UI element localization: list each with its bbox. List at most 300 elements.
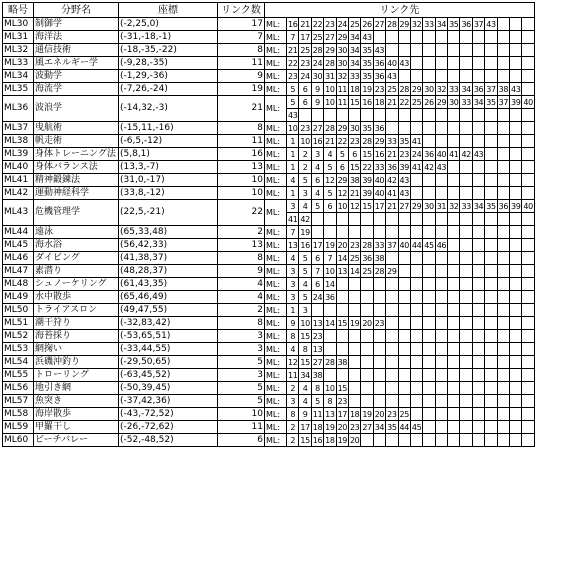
link-cell xyxy=(398,382,410,395)
link-cell: 36 xyxy=(374,123,385,133)
table-row xyxy=(3,135,535,148)
row-coord: (56,42,33) xyxy=(119,239,218,252)
header-count: リンク数 xyxy=(218,3,265,18)
link-cell: 34 xyxy=(473,201,484,211)
link-cell xyxy=(410,382,422,395)
link-cell xyxy=(435,278,447,291)
row-count: 2 xyxy=(218,304,265,317)
link-cell xyxy=(423,57,435,70)
link-cell xyxy=(522,122,534,135)
table-row xyxy=(3,31,535,44)
link-cell xyxy=(522,174,534,187)
link-cell xyxy=(435,109,447,122)
link-cell: 13 xyxy=(337,266,347,276)
table-row xyxy=(3,265,535,278)
link-cell: 34 xyxy=(461,84,471,94)
link-cell xyxy=(336,369,348,382)
link-cell: 15 xyxy=(337,318,347,328)
row-code: ML53 xyxy=(3,343,34,356)
link-cell xyxy=(522,83,534,96)
link-cell xyxy=(398,70,410,83)
table-row xyxy=(3,226,535,239)
row-count: 8 xyxy=(218,317,265,330)
row-code: ML37 xyxy=(3,122,34,135)
row-ml-prefix: ML: xyxy=(265,317,287,330)
link-cell xyxy=(386,382,398,395)
link-cell xyxy=(522,161,534,174)
link-cell: 5 xyxy=(299,265,311,278)
link-cell: 13 xyxy=(325,409,335,419)
link-cell: 40 xyxy=(374,188,385,198)
link-cell xyxy=(510,70,522,83)
link-cell xyxy=(472,408,484,421)
link-cell xyxy=(460,252,472,265)
link-cell xyxy=(485,135,497,148)
link-cell xyxy=(472,174,484,187)
link-cell xyxy=(423,135,435,148)
link-cell xyxy=(410,174,422,187)
link-cell xyxy=(423,226,435,239)
link-cell xyxy=(460,278,472,291)
link-cell: 9 xyxy=(299,408,311,421)
link-cell xyxy=(472,213,484,226)
link-cell: 22 xyxy=(399,97,409,107)
row-coord: (-50,39,45) xyxy=(119,382,218,395)
link-cell xyxy=(373,291,385,304)
link-cell: 23 xyxy=(349,240,360,250)
link-cell: 10 xyxy=(325,97,335,107)
link-cell: 24 xyxy=(312,292,323,302)
link-cell: 17 xyxy=(300,32,310,42)
link-cell: 40 xyxy=(387,58,397,68)
link-cell xyxy=(423,395,435,408)
link-cell xyxy=(423,109,435,122)
link-cell: 9 xyxy=(287,317,299,330)
link-cell xyxy=(299,109,311,122)
row-ml-prefix: ML: xyxy=(265,83,287,96)
link-cell xyxy=(398,265,410,278)
link-cell xyxy=(522,213,534,226)
link-cell: 20 xyxy=(362,318,372,328)
link-cell: 43 xyxy=(511,84,521,94)
link-cell xyxy=(448,330,460,343)
link-cell xyxy=(460,421,472,434)
link-cell xyxy=(472,356,484,369)
link-cell xyxy=(398,356,410,369)
link-cell: 3 xyxy=(287,200,299,213)
link-cell: 40 xyxy=(374,175,385,185)
row-ml-prefix: ML: xyxy=(265,395,287,408)
row-count: 3 xyxy=(218,343,265,356)
link-cell: 21 xyxy=(349,188,360,198)
row-coord: (-2,25,0) xyxy=(119,18,218,31)
table-row xyxy=(3,408,535,421)
link-cell xyxy=(324,213,336,226)
link-cell: 3 xyxy=(299,187,311,200)
link-cell xyxy=(448,174,460,187)
row-count: 10 xyxy=(218,187,265,200)
row-ml-prefix: ML: xyxy=(265,330,287,343)
link-cell: 5 xyxy=(324,187,336,200)
link-cell: 11 xyxy=(312,409,323,419)
row-ml-prefix: ML: xyxy=(265,252,287,265)
link-cell: 17 xyxy=(374,201,385,211)
link-cell: 23 xyxy=(300,123,310,133)
link-cell xyxy=(510,161,522,174)
link-cell xyxy=(448,421,460,434)
link-cell: 33 xyxy=(461,201,471,211)
link-cell xyxy=(361,304,373,317)
link-cell: 12 xyxy=(288,357,298,367)
row-name: トライアスロン xyxy=(34,304,119,317)
link-cell xyxy=(485,226,497,239)
link-cell xyxy=(472,434,484,447)
link-cell: 34 xyxy=(349,58,360,68)
link-cell xyxy=(348,226,360,239)
link-cell: 19 xyxy=(337,435,347,445)
link-cell xyxy=(510,330,522,343)
link-cell xyxy=(410,213,422,226)
link-cell xyxy=(448,369,460,382)
link-cell: 46 xyxy=(436,240,447,250)
row-coord: (-14,32,-3) xyxy=(119,96,218,122)
link-cell xyxy=(497,70,509,83)
row-ml-prefix: ML: xyxy=(265,44,287,57)
link-cell xyxy=(435,57,447,70)
link-cell: 25 xyxy=(349,19,360,29)
table-row xyxy=(3,330,535,343)
link-cell: 15 xyxy=(300,435,310,445)
link-cell xyxy=(398,343,410,356)
link-cell: 6 xyxy=(311,174,323,187)
link-cell xyxy=(485,148,497,161)
link-cell xyxy=(410,369,422,382)
link-cell xyxy=(510,265,522,278)
row-coord: (-6,5,-12) xyxy=(119,135,218,148)
link-cell xyxy=(485,330,497,343)
row-code: ML32 xyxy=(3,44,34,57)
link-cell xyxy=(448,70,460,83)
link-cell xyxy=(435,44,447,57)
link-cell: 23 xyxy=(349,136,360,146)
link-cell: 5 xyxy=(299,252,311,265)
link-cell xyxy=(497,109,509,122)
link-cell: 35 xyxy=(399,136,409,146)
link-cell: 36 xyxy=(374,71,385,81)
link-cell: 43 xyxy=(399,175,409,185)
link-cell: 10 xyxy=(300,136,310,146)
link-cell: 27 xyxy=(325,32,335,42)
link-cell: 16 xyxy=(312,435,323,445)
table-row xyxy=(3,83,535,96)
table-row xyxy=(3,122,535,135)
link-cell xyxy=(324,304,336,317)
row-coord: (41,38,37) xyxy=(119,252,218,265)
link-cell: 4 xyxy=(287,174,299,187)
table-row xyxy=(3,44,535,57)
table-row xyxy=(3,18,535,31)
row-code: ML30 xyxy=(3,18,34,31)
row-name: 海洋法 xyxy=(34,31,119,44)
link-cell: 35 xyxy=(362,58,372,68)
link-cell: 10 xyxy=(325,84,335,94)
row-count: 9 xyxy=(218,265,265,278)
link-cell xyxy=(497,317,509,330)
link-cell xyxy=(311,226,323,239)
link-cell: 8 xyxy=(287,408,299,421)
link-cell xyxy=(460,369,472,382)
link-cell: 29 xyxy=(387,266,397,276)
link-cell xyxy=(348,356,360,369)
row-ml-prefix: ML: xyxy=(265,278,287,291)
row-coord: (-37,42,36) xyxy=(119,395,218,408)
row-count: 5 xyxy=(218,356,265,369)
link-cell: 6 xyxy=(348,148,360,161)
link-cell: 11 xyxy=(337,84,347,94)
link-cell xyxy=(386,343,398,356)
link-cell: 40 xyxy=(399,240,409,250)
row-count: 11 xyxy=(218,57,265,70)
link-cell xyxy=(435,382,447,395)
table-row xyxy=(3,278,535,291)
link-cell xyxy=(485,109,497,122)
row-coord: (5,8,1) xyxy=(119,148,218,161)
link-cell: 19 xyxy=(362,409,372,419)
link-cell xyxy=(460,109,472,122)
link-cell: 4 xyxy=(287,343,299,356)
link-cell xyxy=(497,434,509,447)
link-cell: 16 xyxy=(300,240,310,250)
link-cell xyxy=(348,213,360,226)
row-name: 素潜り xyxy=(34,265,119,278)
row-count: 2 xyxy=(218,226,265,239)
link-cell xyxy=(435,135,447,148)
link-cell: 4 xyxy=(299,200,311,213)
link-cell xyxy=(373,343,385,356)
row-count: 4 xyxy=(218,291,265,304)
link-cell xyxy=(510,135,522,148)
link-cell xyxy=(435,187,447,200)
link-cell xyxy=(448,135,460,148)
link-cell xyxy=(410,408,422,421)
row-ml-prefix: ML: xyxy=(265,200,287,226)
link-cell: 36 xyxy=(362,253,372,263)
link-cell: 14 xyxy=(349,266,360,276)
table-row xyxy=(3,239,535,252)
table-row xyxy=(3,434,535,447)
link-cell: 22 xyxy=(337,136,347,146)
link-cell xyxy=(522,187,534,200)
link-cell: 30 xyxy=(424,201,434,211)
link-cell xyxy=(435,343,447,356)
link-cell xyxy=(485,265,497,278)
link-cell xyxy=(472,369,484,382)
link-cell xyxy=(472,382,484,395)
link-cell: 29 xyxy=(436,97,447,107)
link-cell xyxy=(497,369,509,382)
link-cell: 6 xyxy=(311,252,323,265)
link-cell: 21 xyxy=(288,45,298,55)
link-cell xyxy=(522,408,534,421)
link-cell: 23 xyxy=(374,84,385,94)
row-name: 網掬い xyxy=(34,343,119,356)
link-cell xyxy=(497,408,509,421)
link-cell xyxy=(460,239,472,252)
link-cell: 10 xyxy=(288,123,298,133)
link-cell: 5 xyxy=(299,291,311,304)
link-cell xyxy=(485,174,497,187)
row-ml-prefix: ML: xyxy=(265,174,287,187)
link-cell xyxy=(336,291,348,304)
link-cell xyxy=(410,330,422,343)
table-row xyxy=(3,382,535,395)
link-cell xyxy=(497,57,509,70)
link-cell: 4 xyxy=(299,382,311,395)
row-name: 海岸散歩 xyxy=(34,408,119,421)
link-cell xyxy=(497,421,509,434)
link-cell xyxy=(472,44,484,57)
row-coord: (22,5,-21) xyxy=(119,200,218,226)
link-cell: 21 xyxy=(325,136,335,146)
row-ml-prefix: ML: xyxy=(265,304,287,317)
link-cell xyxy=(497,31,509,44)
link-cell xyxy=(311,304,323,317)
link-cell: 28 xyxy=(399,84,409,94)
table-row xyxy=(3,343,535,356)
row-coord: (-1,29,-36) xyxy=(119,70,218,83)
link-cell: 40 xyxy=(523,97,533,107)
link-cell: 35 xyxy=(362,71,372,81)
link-cell xyxy=(510,291,522,304)
link-cell: 29 xyxy=(337,123,347,133)
link-cell: 27 xyxy=(374,19,385,29)
link-cell xyxy=(361,213,373,226)
link-cell: 41 xyxy=(411,136,422,146)
link-cell: 36 xyxy=(424,149,434,159)
link-cell xyxy=(510,18,522,31)
link-cell: 36 xyxy=(461,19,471,29)
link-cell xyxy=(373,382,385,395)
link-cell: 6 xyxy=(299,96,311,109)
link-cell xyxy=(435,70,447,83)
link-cell: 24 xyxy=(312,58,323,68)
link-cell xyxy=(485,31,497,44)
table-row xyxy=(3,161,535,174)
link-cell: 27 xyxy=(312,357,323,367)
link-cell: 28 xyxy=(362,240,372,250)
table-row xyxy=(3,57,535,70)
row-count: 8 xyxy=(218,44,265,57)
link-cell xyxy=(472,317,484,330)
link-cell: 19 xyxy=(325,240,335,250)
link-cell: 1 xyxy=(287,161,299,174)
link-cell xyxy=(336,226,348,239)
link-cell xyxy=(361,291,373,304)
header-code: 略号 xyxy=(3,3,34,18)
link-cell: 14 xyxy=(325,318,335,328)
link-cell: 3 xyxy=(287,265,299,278)
link-cell: 7 xyxy=(287,226,299,239)
link-cell xyxy=(522,239,534,252)
link-cell: 40 xyxy=(436,149,447,159)
table-row xyxy=(3,356,535,369)
row-ml-prefix: ML: xyxy=(265,18,287,31)
row-code: ML55 xyxy=(3,369,34,382)
link-cell xyxy=(448,109,460,122)
link-cell: 39 xyxy=(399,162,409,172)
link-cell: 16 xyxy=(362,97,372,107)
row-code: ML60 xyxy=(3,434,34,447)
link-cell xyxy=(497,395,509,408)
link-cell: 8 xyxy=(324,395,336,408)
link-cell xyxy=(497,161,509,174)
link-cell: 3 xyxy=(287,291,299,304)
link-cell xyxy=(435,213,447,226)
row-count: 7 xyxy=(218,31,265,44)
link-cell xyxy=(348,278,360,291)
link-cell: 6 xyxy=(324,200,336,213)
link-cell: 34 xyxy=(300,370,310,380)
link-cell: 23 xyxy=(325,19,335,29)
row-name: 地引き網 xyxy=(34,382,119,395)
link-cell: 31 xyxy=(325,71,335,81)
link-cell: 43 xyxy=(374,45,385,55)
link-cell xyxy=(510,395,522,408)
row-name: ビーチバレー xyxy=(34,434,119,447)
link-cell: 20 xyxy=(337,240,347,250)
link-cell xyxy=(510,187,522,200)
link-cell: 25 xyxy=(411,97,422,107)
row-ml-prefix: ML: xyxy=(265,265,287,278)
link-cell: 42 xyxy=(300,214,310,224)
link-cell: 39 xyxy=(511,97,521,107)
link-cell: 43 xyxy=(486,19,496,29)
link-cell xyxy=(410,304,422,317)
link-cell: 33 xyxy=(449,84,459,94)
link-cell: 29 xyxy=(411,84,422,94)
table-row xyxy=(3,252,535,265)
table-row xyxy=(3,369,535,382)
link-cell xyxy=(485,278,497,291)
link-cell: 38 xyxy=(374,253,385,263)
link-cell: 23 xyxy=(300,58,310,68)
link-cell xyxy=(472,109,484,122)
row-ml-prefix: ML: xyxy=(265,31,287,44)
link-cell xyxy=(398,291,410,304)
link-cell xyxy=(435,304,447,317)
row-count: 13 xyxy=(218,161,265,174)
row-coord: (-52,-48,52) xyxy=(119,434,218,447)
table-row xyxy=(3,317,535,330)
link-cell xyxy=(410,317,422,330)
link-cell xyxy=(386,109,398,122)
link-cell: 12 xyxy=(349,201,360,211)
link-cell xyxy=(472,343,484,356)
row-coord: (-63,45,52) xyxy=(119,369,218,382)
link-cell: 33 xyxy=(374,162,385,172)
link-cell xyxy=(510,434,522,447)
link-cell xyxy=(460,161,472,174)
link-cell xyxy=(398,109,410,122)
link-cell: 45 xyxy=(424,240,434,250)
link-cell xyxy=(485,161,497,174)
link-cell xyxy=(510,369,522,382)
link-cell xyxy=(522,44,534,57)
link-cell: 28 xyxy=(374,266,385,276)
row-coord: (-26,-72,62) xyxy=(119,421,218,434)
link-cell xyxy=(435,330,447,343)
link-cell: 5 xyxy=(299,174,311,187)
